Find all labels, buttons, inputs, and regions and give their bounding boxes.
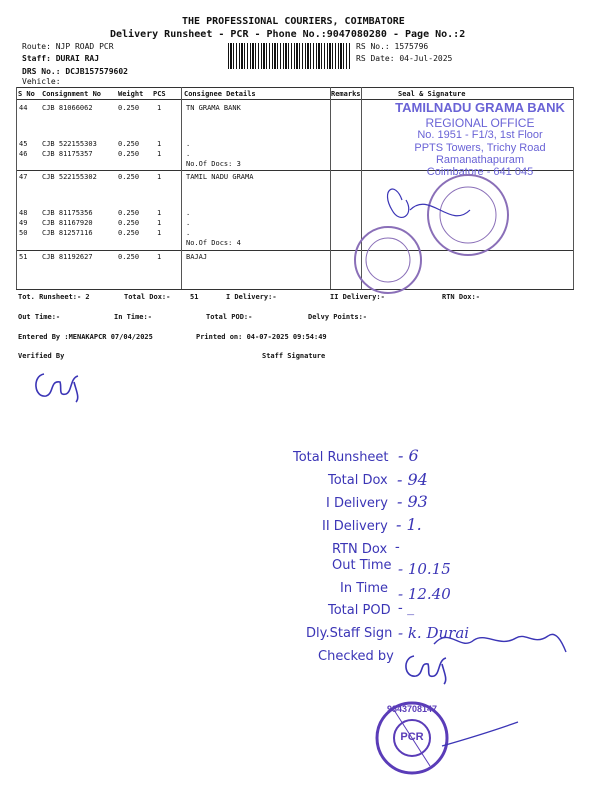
staff-signature: Staff Signature: [262, 352, 326, 360]
rs-number: RS No.: 1575796: [356, 42, 429, 51]
docs-count-1: No.Of Docs: 3: [186, 160, 241, 168]
in-time: In Time:-: [114, 313, 152, 321]
row-consignment: CJB 81175357: [42, 150, 93, 158]
route-info: Route: NJP ROAD PCR: [22, 42, 114, 51]
row-pcs: 1: [157, 253, 162, 261]
printed-on: Printed on: 04-07-2025 09:54:49: [196, 333, 327, 341]
row-sno: 48: [19, 209, 28, 217]
row-weight: 0.250: [118, 150, 140, 158]
row-weight: 0.250: [118, 209, 140, 217]
row-weight: 0.250: [118, 104, 140, 112]
total-dox-value: 51: [190, 293, 199, 301]
hw-label: RTN Dox: [332, 542, 388, 557]
docs-count-2: No.Of Docs: 4: [186, 239, 241, 247]
header-pcs: PCS: [153, 90, 166, 98]
row-details: BAJAJ: [186, 253, 208, 261]
entered-by: Entered By :MENAKAPCR 07/04/2025: [18, 333, 153, 341]
row-details: TN GRAMA BANK: [186, 104, 241, 112]
row-weight: 0.250: [118, 173, 140, 181]
hw-label: Dly.Staff Sign: [306, 626, 393, 641]
hw-value: - _: [398, 600, 415, 616]
row-details: TAMIL NADU GRAMA: [186, 173, 254, 181]
hw-value: -: [395, 539, 400, 555]
pcr-stamp: [374, 700, 450, 776]
rtn-dox: RTN Dox:-: [442, 293, 480, 301]
hw-label: II Delivery: [322, 519, 388, 534]
row-consignment: CJB 522155303: [42, 140, 97, 148]
out-time: Out Time:-: [18, 313, 61, 321]
hw-label: I Delivery: [326, 496, 388, 511]
row-details: .: [186, 150, 191, 158]
header-seal: Seal & Signature: [398, 90, 466, 98]
header-sno: S No: [18, 90, 35, 98]
row-consignment: CJB 81192627: [42, 253, 93, 261]
row-consignment: CJB 81066062: [42, 104, 93, 112]
hw-value: - 94: [397, 470, 428, 489]
bank-stamp-line3: No. 1951 - F1/3, 1st Floor: [417, 129, 543, 141]
hw-label: Checked by: [318, 649, 394, 664]
ii-delivery: II Delivery:-: [330, 293, 385, 301]
bank-seal-icon: [340, 170, 540, 305]
runsheet-subtitle: Delivery Runsheet - PCR - Phone No.:9047080280 - Page No.:2: [110, 29, 466, 40]
vehicle-info: Vehicle:: [22, 77, 61, 86]
row-sno: 51: [19, 253, 28, 261]
header-weight: Weight: [118, 90, 144, 98]
verified-signature-icon: [30, 368, 90, 404]
pcr-stamp-label: PCR: [400, 731, 424, 743]
hw-label: Total Dox: [328, 473, 388, 488]
hw-label: In Time: [340, 581, 389, 596]
header-consignee: Consignee Details: [184, 90, 256, 98]
row-consignment: CJB 522155302: [42, 173, 97, 181]
hw-value: - 6: [398, 446, 419, 465]
stamp-signature-line-icon: [440, 720, 520, 750]
row-sno: 46: [19, 150, 28, 158]
row-pcs: 1: [157, 150, 162, 158]
i-delivery: I Delivery:-: [226, 293, 277, 301]
hw-value: - k. Durai: [398, 624, 470, 642]
barcode: [228, 43, 350, 69]
row-consignment: CJB 81257116: [42, 229, 93, 237]
row-details: .: [186, 209, 191, 217]
row-weight: 0.250: [118, 219, 140, 227]
row-sno: 50: [19, 229, 28, 237]
row-sno: 45: [19, 140, 28, 148]
header-remarks: Remarks: [331, 90, 361, 98]
total-pod: Total POD:-: [206, 313, 253, 321]
hw-label: Total POD: [328, 603, 391, 618]
row-pcs: 1: [157, 209, 162, 217]
row-details: .: [186, 140, 191, 148]
row-details: .: [186, 219, 191, 227]
row-weight: 0.250: [118, 140, 140, 148]
hw-value: - 1.: [396, 515, 422, 534]
pcr-stamp-phone: 9843708147: [386, 704, 438, 714]
bank-stamp-line4: PPTS Towers, Trichy Road: [414, 142, 546, 154]
hw-label: Total Runsheet: [293, 450, 389, 465]
bank-stamp-line5: Ramanathapuram: [435, 154, 525, 166]
delvy-points: Delvy Points:-: [308, 313, 368, 321]
hw-value: - 10.15: [398, 560, 451, 578]
bank-stamp-line6: Coimbatore - 641 045: [426, 166, 534, 178]
rs-date: RS Date: 04-Jul-2025: [356, 54, 453, 63]
row-sno: 44: [19, 104, 28, 112]
staff-info: Staff: DURAI RAJ: [22, 54, 100, 63]
drs-number: DRS No.: DCJB157579602: [22, 67, 128, 76]
row-consignment: CJB 81175356: [42, 209, 93, 217]
bank-stamp-line2: REGIONAL OFFICE: [425, 116, 535, 130]
company-title: THE PROFESSIONAL COURIERS, COIMBATORE: [182, 16, 405, 27]
row-pcs: 1: [157, 229, 162, 237]
row-pcs: 1: [157, 173, 162, 181]
row-weight: 0.250: [118, 229, 140, 237]
row-details: .: [186, 229, 191, 237]
hw-value: - 12.40: [398, 585, 451, 603]
row-sno: 47: [19, 173, 28, 181]
row-weight: 0.250: [118, 253, 140, 261]
hw-value: - 93: [397, 492, 428, 511]
checked-signature-icon: [402, 650, 452, 686]
row-pcs: 1: [157, 140, 162, 148]
row-consignment: CJB 81167920: [42, 219, 93, 227]
bank-stamp-line1: TAMILNADU GRAMA BANK: [395, 100, 565, 115]
row-sno: 49: [19, 219, 28, 227]
verified-by: Verified By: [18, 352, 65, 360]
tot-runsheet: Tot. Runsheet:- 2: [18, 293, 90, 301]
header-consignment: Consignment No: [42, 90, 102, 98]
row-pcs: 1: [157, 104, 162, 112]
hw-label: Out Time: [332, 558, 392, 573]
row-pcs: 1: [157, 219, 162, 227]
total-dox-label: Total Dox:-: [124, 293, 171, 301]
